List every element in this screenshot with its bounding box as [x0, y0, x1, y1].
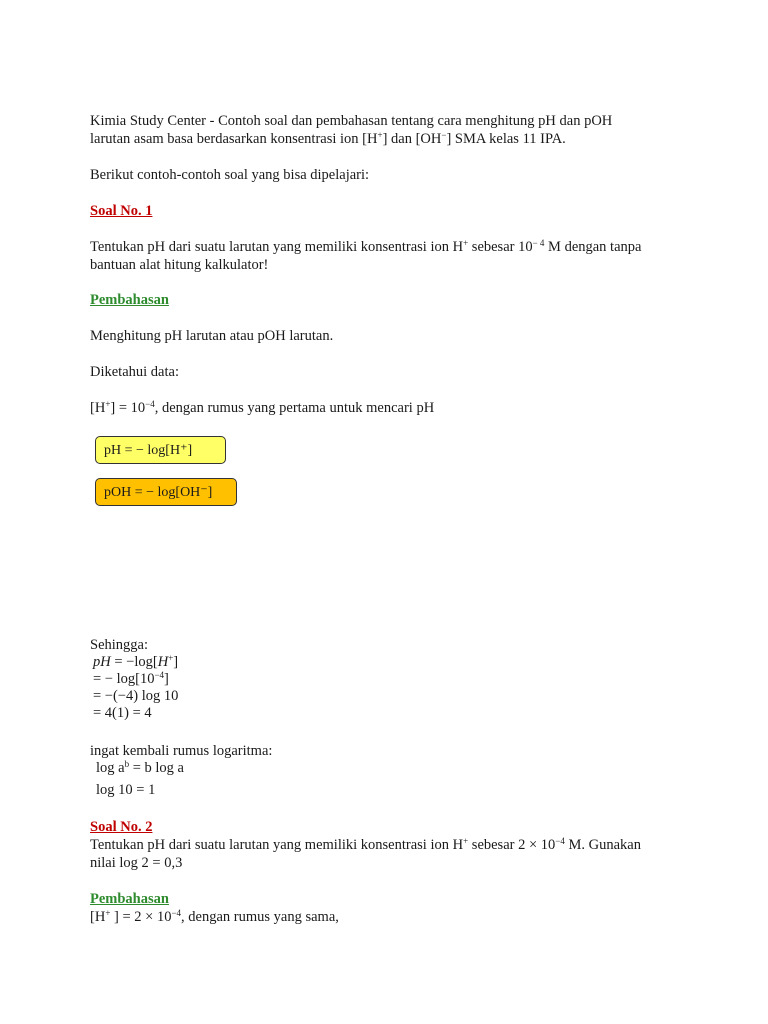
calc-step-2: = − $\log[10^{-4}]$ [93, 670, 169, 687]
soal-1-question [90, 238, 641, 274]
pembahasan-2-heading: Pembahasan [90, 891, 169, 907]
soal-1-line-2: bantuan alat hitung kalkulator! [90, 257, 269, 273]
soal-1-line-1: Tentukan pH dari suatu larutan yang memiliki konsentrasi ion H+ sebesar $10^{- 4}$ M dengan tanpa [90, 238, 642, 255]
logaritma-label: ingat kembali rumus logaritma: [90, 743, 273, 759]
calc-step-1: pH = −log[H+] [93, 653, 179, 670]
calc-step-4: = 4(1) = 4 [93, 705, 152, 721]
intro-paragraph [90, 112, 612, 148]
soal-2-line-2: nilai log 2 = 0,3 [90, 855, 183, 871]
pembahasan-1-heading: Pembahasan [90, 292, 169, 308]
sehingga-label: Sehingga: [90, 637, 148, 653]
pembahasan-1-data: $[H^+] = 10^{-4}$, dengan rumus yang pertama untuk mencari pH [90, 399, 435, 416]
pembahasan-2-data: [H+ ] = $2 \times 10^{-4}$, dengan rumus yang sama, [90, 908, 339, 925]
intro-line-1: Kimia Study Center - Contoh soal dan pembahasan tentang cara menghitung pH dan pOH [90, 113, 613, 129]
lead-text: Berikut contoh-contoh soal yang bisa dipelajari: [90, 167, 370, 183]
soal-2-question [90, 836, 641, 872]
ph-formula-box: pH = − log[H⁺] [95, 436, 226, 464]
soal-2-line-1: Tentukan pH dari suatu larutan yang memiliki konsentrasi ion H+ sebesar $2 \times 10^{-4}$ M. Gunakan [90, 836, 641, 853]
intro-line-2: larutan asam basa berdasarkan konsentrasi ion [H+] dan [OH−] SMA kelas 11 IPA. [90, 130, 566, 147]
log-rule-2: log 10 = 1 [96, 782, 156, 798]
pembahasan-1-text-2: Diketahui data: [90, 364, 179, 380]
pembahasan-1-text-1: Menghitung pH larutan atau pOH larutan. [90, 328, 334, 344]
log-rule-1: $\log a^b = b$ log a [96, 759, 184, 776]
poh-formula-box: pOH = − log[OH⁻] [95, 478, 237, 506]
soal-2-heading: Soal No. 2 [90, 819, 153, 835]
soal-1-heading: Soal No. 1 [90, 203, 153, 219]
calc-step-3: = −(−4) log 10 [93, 688, 179, 704]
